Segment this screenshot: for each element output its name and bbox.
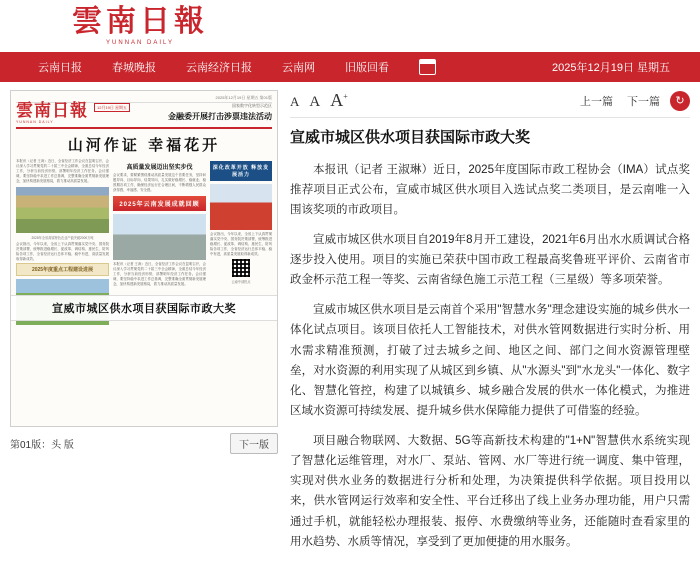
site-logo[interactable] [72, 6, 208, 46]
paper-body-text-3: 会议要求，要紧紧围绕推动高质量发展这个首要任务，坚持问题导向、目标导向、结果导向，扎实做好稳增长、稳就业、稳预期各项工作，确保经济运行在合理区间，不断增强人民群众获得感、幸福感、安全感。 [113, 173, 206, 192]
paper-header [16, 103, 272, 129]
nav-item-chuncheng-evening[interactable]: 春城晚报 [112, 62, 156, 74]
site-logo-text: 雲南日報 [72, 4, 208, 40]
paper-logo: 雲南日報 [16, 101, 88, 121]
prev-article-link[interactable]: 上一篇 [580, 95, 613, 108]
next-article-link[interactable]: 下一篇 [627, 95, 660, 108]
font-size-medium-button[interactable]: A [309, 94, 321, 110]
paper-blue-box: 深化改革开放 释放发展活力 [210, 161, 272, 181]
article-paragraph: 项目融合物联网、大数据、5G等高新技术构建的"1+N"智慧供水系统实现了智慧化运维管理，对水厂、泵站、管网、水厂等进行统一调度、集中管理，实现对供水业务的数据进行分析和处理，为决策提供科学依据。项目投用以来，供水管网运行效率和安全性、平台迁移出了线上业务办理功能，用户只需通过手机，就能轻松办理报装、报停、水费缴纳等业务，还能随时查看家里的用水趋势、水质等情况，享受到了更加便捷的用水服务。 [290, 435, 690, 548]
nav-item-yunnan-economic-daily[interactable]: 云南经济日报 [186, 62, 252, 74]
paper-page-image[interactable] [10, 90, 278, 427]
paper-body-text-4: 本报讯（记者 王涛）近日，全省经济工作会议在昆明召开，会议深入学习贯彻党的二十届三中全会精神，全面总结今年经济工作，分析当前经济形势，部署明年经济工作任务。会议强调，要坚持稳中求进工作总基调，完整准确全面贯彻新发展理念，加快构建新发展格局，着力推动高质量发展。 [113, 261, 206, 286]
paper-subheadline: 高质量发展迈出坚实步伐 [126, 165, 193, 171]
paper-photo-city [113, 214, 206, 260]
content-area [0, 82, 700, 548]
paper-main-headline: 山河作证 幸福花开 [67, 136, 221, 154]
article-paragraph: 宣威市城区供水项目是云南首个采用"智慧水务"理念建设实施的城乡供水一体化试点项目。该项目依托人工智能技术，对供水管网数据进行实时分析、用水需求精准预测，打破了过去城乡之间、地区之间、部门之间水资源管理壁垒，对水资源的利用实现了从城区到乡镇、从"水源头"到"水龙头"一体化、数字化、智慧化管控，构建了以城镇乡、城乡融合发展的供水一体化模式，为推进区域水资源可持续发展、提升城乡供水保障能力提供了可借鉴的经验。 [290, 304, 690, 417]
paper-footer [10, 433, 278, 454]
paper-logo-sub: YUNNAN DAILY [16, 120, 54, 124]
scroll-to-top-icon[interactable]: ↻ [670, 91, 690, 111]
nav-item-yunnan-daily[interactable]: 云南日报 [38, 62, 82, 74]
paper-header-kicker: 国家数字化转型示范区 [232, 103, 272, 108]
calendar-icon[interactable] [419, 59, 436, 75]
paper-preview-column [10, 90, 278, 452]
paper-topline: 2025年12月19日 星期五 第01版 [16, 95, 272, 103]
site-logo-subtext: YUNNAN DAILY [106, 39, 174, 46]
paper-body-text-2: 会议指出，今年以来，全省上下认真贯彻落实党中央、国务院决策部署，统筹推进稳增长、促改革、调结构、惠民生、防风险各项工作，全省经济运行总体平稳、稳中有进，高质量发展取得新成效。 [16, 241, 109, 261]
paper-photo-terrace [16, 187, 109, 233]
article-column [290, 90, 690, 548]
current-date-label: 2025年12月19日 星期五 [552, 62, 670, 74]
article-paragraph: 宣威市城区供水项目自2019年8月开工建设，2021年6月出水水质调试合格逐步投入使用。项目的实施已荣获中国市政工程最高奖鲁班平评价、云南省市政金杯示范工程一等奖、云南省绿色施工示范工程（三星级）等多项荣誉。 [290, 233, 690, 287]
paper-body-text-1: 本报讯（记者 王涛）近日，全省经济工作会议在昆明召开，会议深入学习贯彻党的二十届三中全会精神，全面总结今年经济工作，分析当前经济形势，部署明年经济工作任务。会议强调，要坚持稳中求进工作总基调，完整准确全面贯彻新发展理念，加快构建新发展格局，着力推动高质量发展。 [16, 159, 109, 183]
qr-code-icon [232, 259, 250, 277]
font-size-small-button[interactable]: A [290, 94, 300, 109]
article-toolbar [290, 90, 690, 118]
nav-item-yunnan-net[interactable]: 云南网 [282, 62, 315, 74]
paper-header-headline: 金融委开展打击涉票违法活动 [168, 112, 272, 121]
paper-selected-article-title[interactable]: 宣威市城区供水项目获国际市政大奖 [11, 295, 277, 321]
paper-page-label: 第01版：头 版 [10, 440, 74, 451]
article-title: 宣威市城区供水项目获国际市政大奖 [290, 129, 531, 146]
paper-date-box: 12月19日 星期五 [94, 103, 130, 112]
masthead [0, 0, 700, 52]
article-body [290, 160, 690, 562]
main-navbar [0, 52, 700, 82]
next-page-button[interactable]: 下一版 [230, 433, 278, 454]
font-size-controls [290, 90, 348, 111]
paper-header-right [168, 103, 272, 122]
article-paragraph: 本报讯（记者 王淑琳）近日，2025年度国际市政工程协会（IMA）试点奖推荐项目正式公布，宣威市城区供水项目入选试点奖二类项目，是云南唯一入围该奖项的市政项目。 [290, 163, 690, 216]
paper-yellow-box: 2025年度重点工程建设进展 [16, 263, 109, 276]
paper-red-band: 2025年云南发展成就回顾 [113, 196, 206, 211]
paper-photo-caption-2: 云南中部热点 [231, 279, 251, 284]
nav-item-old-version[interactable]: 旧版回看 [345, 62, 389, 74]
paper-body-text-5: 会议指出，今年以来，全省上下认真贯彻落实党中央、国务院决策部署，统筹推进稳增长、促改革、调结构、惠民生、防风险各项工作，全省经济运行总体平稳、稳中有进，高质量发展取得新成效。 [210, 232, 272, 256]
paper-photo-caption-1: 2025年全省高原特色农业产值突破2000万吨 [31, 235, 94, 240]
font-size-large-button[interactable]: A+ [330, 90, 348, 110]
paper-photo-flag [210, 184, 272, 230]
article-pager [580, 93, 660, 109]
